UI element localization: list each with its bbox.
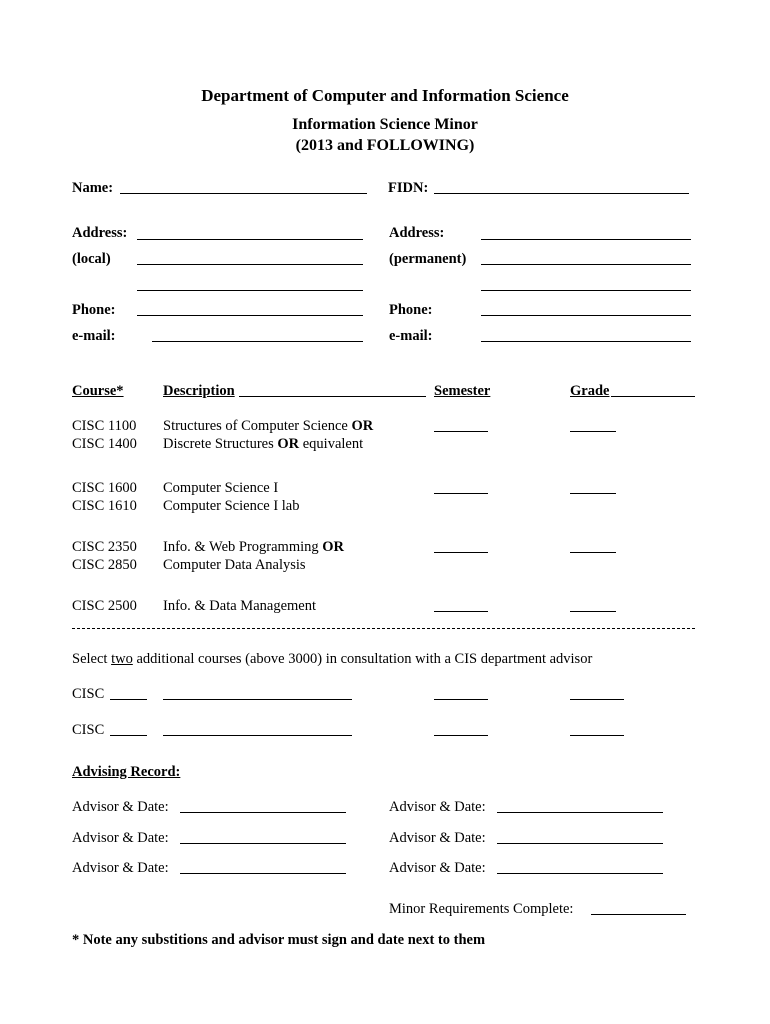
advisor-date-label: Advisor & Date: [72, 830, 169, 846]
advising-record-heading: Advising Record: [72, 764, 181, 780]
col-semester-header: Semester [434, 383, 491, 399]
advisor-date-field[interactable] [497, 843, 663, 844]
grade-field[interactable] [570, 493, 616, 494]
grade-header-rule [611, 396, 695, 397]
course-description: Computer Data Analysis [163, 557, 306, 573]
col-grade-header: Grade [570, 383, 610, 399]
permanent-email-label: e-mail: [389, 328, 433, 344]
grade-field[interactable] [570, 699, 624, 700]
advisor-date-field[interactable] [180, 873, 346, 874]
fidn-field[interactable] [434, 193, 689, 194]
local-email-field[interactable] [152, 341, 363, 342]
course-description: Computer Science I lab [163, 498, 300, 514]
course-description: Structures of Computer Science OR [163, 418, 374, 434]
course-code: CISC 2850 [72, 557, 137, 573]
section-divider [72, 628, 695, 629]
course-description: Computer Science I [163, 480, 279, 496]
local-address-field-1[interactable] [137, 239, 363, 240]
local-phone-label: Phone: [72, 302, 116, 318]
course-code: CISC 1100 [72, 418, 137, 434]
advisor-date-label: Advisor & Date: [72, 860, 169, 876]
semester-field[interactable] [434, 552, 488, 553]
course-code: CISC 2350 [72, 539, 137, 555]
elective-description-field[interactable] [163, 699, 352, 700]
elective-cisc-label: CISC [72, 722, 105, 738]
permanent-phone-field[interactable] [481, 315, 691, 316]
advisor-date-field[interactable] [497, 812, 663, 813]
permanent-address-field-2[interactable] [481, 264, 691, 265]
permanent-address-field-1[interactable] [481, 239, 691, 240]
grade-field[interactable] [570, 611, 616, 612]
course-code: CISC 1400 [72, 436, 137, 452]
col-description-header: Description [163, 383, 235, 399]
elective-course-number-field[interactable] [110, 735, 147, 736]
permanent-phone-label: Phone: [389, 302, 433, 318]
advisor-date-label: Advisor & Date: [72, 799, 169, 815]
electives-instruction: Select two additional courses (above 3000) in consultation with a CIS department advisor [72, 651, 593, 667]
semester-field[interactable] [434, 611, 488, 612]
semester-field[interactable] [434, 735, 488, 736]
advisor-date-label: Advisor & Date: [389, 799, 486, 815]
permanent-label: (permanent) [389, 251, 467, 267]
elective-cisc-label: CISC [72, 686, 105, 702]
permanent-address-label: Address: [389, 225, 445, 241]
permanent-email-field[interactable] [481, 341, 691, 342]
page-title: Department of Computer and Information Science [201, 86, 569, 105]
course-code: CISC 2500 [72, 598, 137, 614]
page-subtitle: Information Science Minor [292, 116, 478, 133]
minor-complete-label: Minor Requirements Complete: [389, 901, 574, 917]
advisor-date-label: Advisor & Date: [389, 860, 486, 876]
course-code: CISC 1600 [72, 480, 137, 496]
semester-field[interactable] [434, 431, 488, 432]
local-phone-field[interactable] [137, 315, 363, 316]
local-email-label: e-mail: [72, 328, 116, 344]
grade-field[interactable] [570, 552, 616, 553]
page-years: (2013 and FOLLOWING) [295, 137, 475, 154]
permanent-address-field-3[interactable] [481, 290, 691, 291]
course-description: Discrete Structures OR equivalent [163, 436, 364, 452]
advisor-date-field[interactable] [180, 812, 346, 813]
name-field[interactable] [120, 193, 367, 194]
description-header-rule [239, 396, 426, 397]
semester-field[interactable] [434, 493, 488, 494]
elective-description-field[interactable] [163, 735, 352, 736]
col-course-header: Course* [72, 383, 124, 399]
advisor-date-label: Advisor & Date: [389, 830, 486, 846]
footnote: * Note any substitions and advisor must sign and date next to them [72, 932, 486, 948]
local-address-field-3[interactable] [137, 290, 363, 291]
grade-field[interactable] [570, 431, 616, 432]
course-code: CISC 1610 [72, 498, 137, 514]
local-label: (local) [72, 251, 111, 267]
name-label: Name: [72, 180, 114, 196]
minor-complete-field[interactable] [591, 914, 686, 915]
course-description: Info. & Web Programming OR [163, 539, 345, 555]
semester-field[interactable] [434, 699, 488, 700]
fidn-label: FIDN: [388, 180, 429, 196]
elective-course-number-field[interactable] [110, 699, 147, 700]
local-address-label: Address: [72, 225, 128, 241]
advisor-date-field[interactable] [180, 843, 346, 844]
advisor-date-field[interactable] [497, 873, 663, 874]
grade-field[interactable] [570, 735, 624, 736]
local-address-field-2[interactable] [137, 264, 363, 265]
course-description: Info. & Data Management [163, 598, 317, 614]
